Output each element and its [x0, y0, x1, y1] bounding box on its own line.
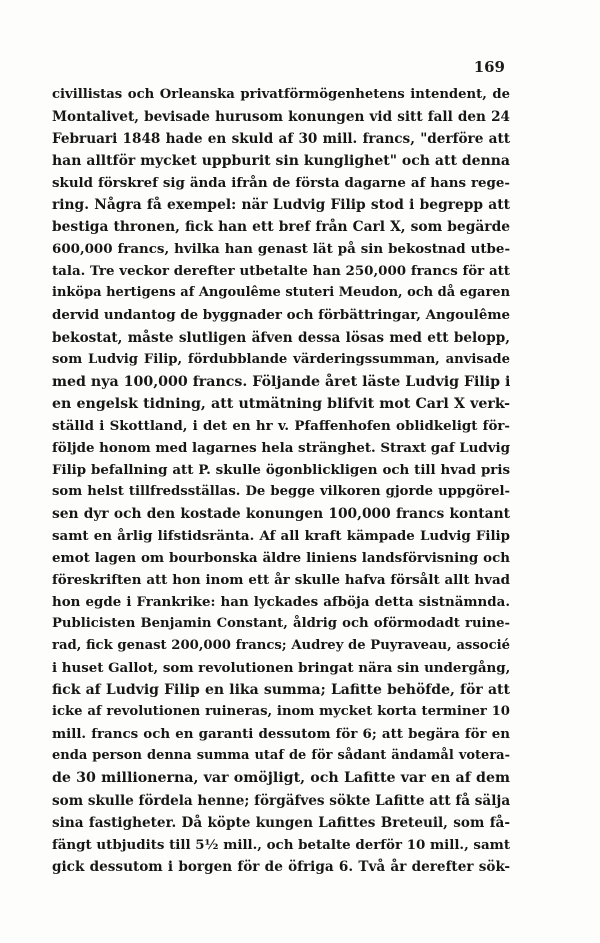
text-line: enda person denna summa utaf de för sådant ändamål votera- [52, 748, 510, 764]
text-line: de 30 millionerna, var omöjligt, och Lafitte var en af dem [52, 770, 510, 787]
text-line: Publicisten Benjamin Constant, åldrig och oförmodadt ruine- [52, 616, 510, 632]
text-line: ring. Några få exempel: när Ludvig Filip stod i begrepp att [52, 197, 510, 214]
text-line: som skulle fördela henne; förgäfves sökte Lafitte att få sälja [52, 792, 510, 809]
text-line: 600,000 francs, hvilka han genast lät på sin bekostnad utbe- [52, 241, 510, 258]
text-line: sina fastigheter. Då köpte kungen Lafittes Breteuil, som få- [52, 814, 510, 831]
text-line: bekostat, måste slutligen äfven dessa lösas med ett belopp, [52, 329, 510, 346]
text-line: som Ludvig Filip, fördubblande värderingssumman, anvisade [52, 351, 510, 367]
text-line: bestiga thronen, fick han ett bref från Carl X, som begärde [52, 219, 510, 236]
text-line: civillistas och Orleanska privatförmögenhetens intendent, de [52, 87, 510, 102]
text-line: mill. francs och en garanti dessutom för 6; att begära för en [52, 726, 510, 743]
text-line: med nya 100,000 francs. Följande året läste Ludvig Filip i [52, 373, 510, 390]
text-line: föreskriften att hon inom ett år skulle hafva försålt allt hvad [52, 572, 510, 589]
text-line: en engelsk tidning, att utmätning blifvit mot Carl X verk- [52, 395, 510, 412]
text-line: Filip befallning att P. skulle ögonblickligen och till hvad pris [52, 461, 510, 478]
text-line: emot lagen om bourbonska äldre liniens landsförvisning och [52, 549, 510, 566]
text-line: i huset Gallot, som revolutionen bringat nära sin undergång, [52, 660, 510, 677]
text-line: tala. Tre veckor derefter utbetalte han 250,000 francs för att [52, 263, 510, 280]
text-line: gick dessutom i borgen för de öfriga 6. Två år derefter sök- [52, 858, 510, 875]
text-line: samt en årlig lifstidsränta. Af all kraft kämpade Ludvig Filip [52, 527, 510, 544]
text-line: hon egde i Frankrike: han lyckades afböja detta sistnämnda. [52, 594, 510, 611]
text-line: ställd i Skottland, i det en hr v. Pfaffenhofen oblidkeligt för- [52, 417, 510, 434]
page-number: 169 [473, 58, 505, 76]
text-line: skuld förskref sig ända ifrån de första dagarne af hans rege- [52, 175, 510, 192]
text-line: rad, fick genast 200,000 francs; Audrey de Puyraveau, associé [52, 638, 510, 654]
text-line: sen dyr och den kostade konungen 100,000 francs kontant [52, 505, 510, 522]
text-line: inköpa hertigens af Angoulême stuteri Meudon, och då egaren [52, 285, 510, 301]
text-line: dervid undantog de byggnader och förbättringar, Angoulême [52, 307, 510, 324]
text-line: Montalivet, bevisade hurusom konungen vid sitt fall den 24 [52, 109, 510, 126]
text-line: han alltför mycket uppburit sin kunglighet" och att denna [52, 153, 510, 170]
text-line: fängt utbjudits till 5½ mill., och betalte derför 10 mill., samt [52, 836, 510, 853]
text-line: Februari 1848 hade en skuld af 30 mill. francs, "derföre att [52, 131, 510, 148]
text-line: följde honom med lagarnes hela stränghet. Straxt gaf Ludvig [52, 439, 510, 456]
text-line: fick af Ludvig Filip en lika summa; Lafitte behöfde, för att [52, 682, 510, 699]
text-line: som helst tillfredsställas. De begge vilkoren gjorde uppgörel- [52, 483, 510, 499]
text-line: icke af revolutionen ruineras, inom mycket korta terminer 10 [52, 704, 510, 720]
body-text [52, 84, 510, 878]
